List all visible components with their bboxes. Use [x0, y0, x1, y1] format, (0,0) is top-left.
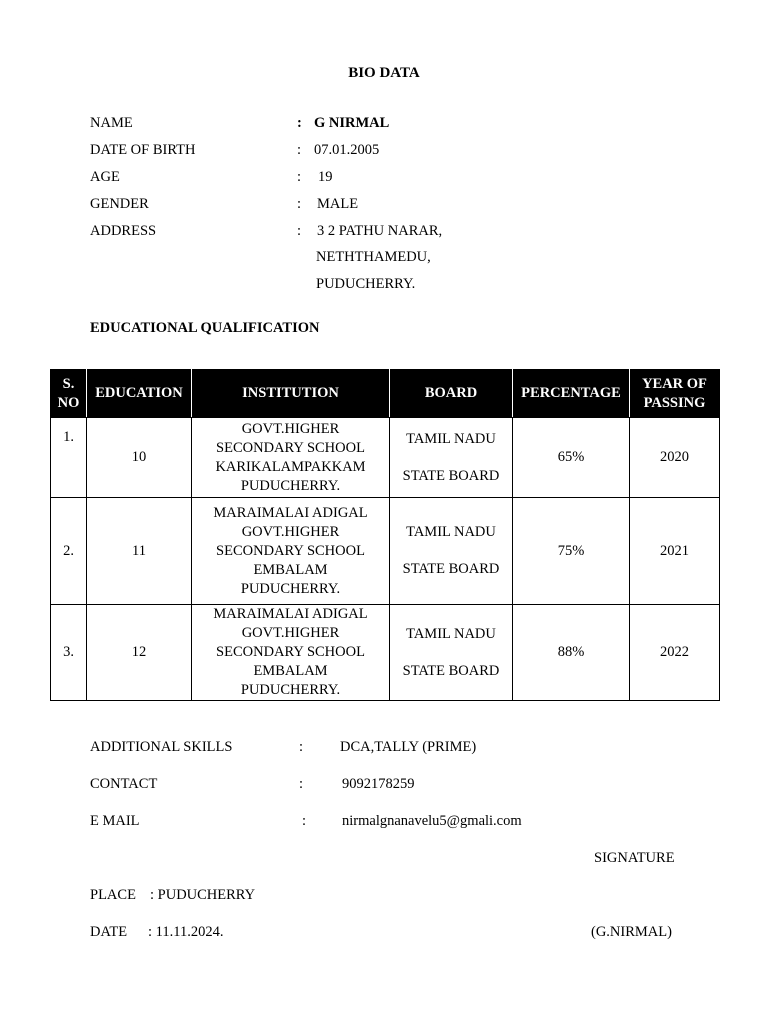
- date-value: : 11.11.2024.: [148, 924, 224, 940]
- email-colon: :: [302, 813, 307, 829]
- page-title: BIO DATA: [348, 65, 420, 81]
- institution-line: SECONDARY SCHOOL: [216, 644, 365, 660]
- contact-value: 9092178259: [342, 776, 415, 792]
- name-colon: :: [297, 115, 302, 131]
- age-value: 19: [318, 169, 333, 185]
- dob-label: DATE OF BIRTH: [90, 142, 196, 158]
- skills-label: ADDITIONAL SKILLS: [90, 739, 233, 755]
- institution-line: MARAIMALAI ADIGAL: [213, 504, 368, 521]
- board-line: STATE BOARD: [402, 467, 500, 484]
- row-percentage: 65%: [513, 418, 630, 498]
- institution-line: PUDUCHERRY.: [240, 580, 341, 597]
- gender-value: MALE: [317, 196, 359, 212]
- row-percentage: 88%: [513, 605, 630, 701]
- education-heading: EDUCATIONAL QUALIFICATION: [90, 320, 320, 336]
- row-institution: [192, 605, 390, 701]
- header-sno-text: S. NO: [57, 375, 80, 411]
- row-education: 10: [87, 418, 192, 498]
- institution-line: SECONDARY SCHOOL: [216, 542, 365, 559]
- skills-value: DCA,TALLY (PRIME): [340, 739, 477, 755]
- header-institution: INSTITUTION: [192, 370, 390, 418]
- row-sno: 2.: [51, 498, 87, 605]
- contact-label: CONTACT: [90, 776, 158, 792]
- row-percentage: 75%: [513, 498, 630, 605]
- row-year: 2021: [630, 498, 720, 605]
- row-year: 2022: [630, 605, 720, 701]
- email-value: nirmalgnanavelu5@gmali.com: [342, 813, 522, 829]
- row-sno: 3.: [51, 605, 87, 701]
- table-row: [51, 605, 720, 701]
- address-line-1: 3 2 PATHU NARAR,: [317, 223, 443, 239]
- age-colon: :: [297, 169, 302, 185]
- header-board: BOARD: [390, 370, 513, 418]
- contact-colon: :: [299, 776, 304, 792]
- skills-colon: :: [299, 739, 304, 755]
- name-label: NAME: [90, 115, 133, 131]
- table-row: [51, 418, 720, 498]
- gender-colon: :: [297, 196, 302, 212]
- row-institution: [192, 498, 390, 605]
- age-label: AGE: [90, 169, 120, 185]
- address-colon: :: [297, 223, 302, 239]
- table-row: [51, 498, 720, 605]
- row-institution: [192, 418, 390, 498]
- signatory-name: (G.NIRMAL): [591, 924, 672, 940]
- row-board: [390, 498, 513, 605]
- row-education: 11: [87, 498, 192, 605]
- institution-line: EMBALAM: [253, 663, 328, 679]
- board-line: TAMIL NADU: [406, 625, 496, 642]
- date-label: DATE: [90, 924, 128, 940]
- table-header-row: [51, 370, 720, 418]
- institution-line: SECONDARY SCHOOL: [216, 439, 365, 456]
- institution-line: GOVT.HIGHER: [241, 625, 340, 641]
- board-line: TAMIL NADU: [406, 430, 496, 447]
- header-percentage: PERCENTAGE: [513, 370, 630, 418]
- institution-line: EMBALAM: [253, 561, 328, 578]
- institution-line: KARIKALAMPAKKAM: [215, 458, 366, 475]
- header-education: EDUCATION: [87, 370, 192, 418]
- row-year: 2020: [630, 418, 720, 498]
- dob-colon: :: [297, 142, 302, 158]
- institution-line: MARAIMALAI ADIGAL: [213, 606, 368, 622]
- name-value: G NIRMAL: [314, 115, 390, 131]
- row-board: [390, 418, 513, 498]
- address-line-2: NETHTHAMEDU,: [316, 249, 431, 265]
- education-table: [50, 369, 720, 701]
- institution-line: GOVT.HIGHER: [241, 420, 340, 437]
- dob-value: 07.01.2005: [314, 142, 380, 158]
- institution-line: PUDUCHERRY.: [240, 682, 341, 698]
- header-sno: [51, 370, 87, 418]
- row-education: 12: [87, 605, 192, 701]
- email-label: E MAIL: [90, 813, 140, 829]
- row-board: [390, 605, 513, 701]
- board-line: STATE BOARD: [402, 662, 500, 679]
- institution-line: PUDUCHERRY.: [240, 477, 341, 494]
- header-year: [630, 370, 720, 418]
- signature-label: SIGNATURE: [594, 850, 675, 866]
- address-label: ADDRESS: [90, 223, 157, 239]
- header-year-text: YEAR OF PASSING: [642, 375, 707, 411]
- board-line: STATE BOARD: [402, 561, 500, 577]
- place-value: : PUDUCHERRY: [150, 887, 256, 903]
- board-line: TAMIL NADU: [406, 524, 496, 540]
- institution-line: GOVT.HIGHER: [241, 523, 340, 540]
- row-sno: 1.: [51, 418, 87, 498]
- address-line-3: PUDUCHERRY.: [316, 276, 416, 292]
- gender-label: GENDER: [90, 196, 149, 212]
- place-label: PLACE: [90, 887, 136, 903]
